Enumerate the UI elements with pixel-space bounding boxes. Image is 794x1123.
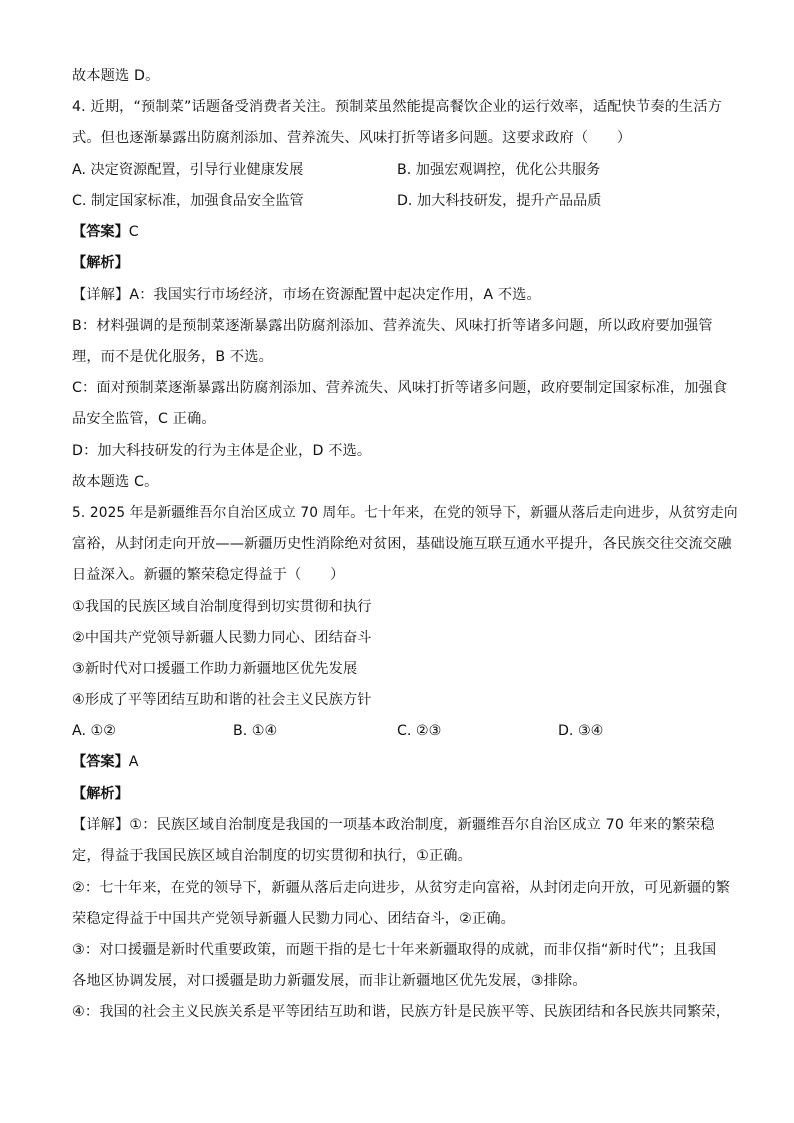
q4-detail-a	[72, 285, 541, 305]
q5-statement-3: ③新时代对口援疆工作助力新疆地区优先发展	[72, 661, 358, 677]
q5-statement-4: ④形成了平等团结互助和谐的社会主义民族方针	[72, 692, 372, 708]
q5-answer-value: A	[128, 754, 139, 770]
q5-detail-4a: ④：我国的社会主义民族关系是平等团结互助和谐，民族方针是民族平等、民族团结和各民族共同繁荣，	[72, 1004, 731, 1020]
q5-detail-2a: ②：七十年来，在党的领导下，新疆从落后走向进步，从贫穷走向富裕，从封闭走向开放，可见新疆的繁	[72, 880, 731, 896]
q4-analysis-heading	[72, 253, 129, 273]
q4-option-c: C. 制定国家标准，加强食品安全监管	[72, 193, 304, 209]
q5-stem-line1: 5. 2025 年是新疆维吾尔自治区成立 70 周年。七十年来，在党的领导下，新疆从落后走向进步，从贫穷走向	[72, 505, 738, 521]
q4-stem-line2: 式。但也逐渐暴露出防腐剂添加、营养流失、风味打折等诸多问题。这要求政府（ ）	[72, 130, 632, 146]
q5-detail-1a: 【详解】①：民族区域自治制度是我国的一项基本政治制度，新疆维吾尔自治区成立 70 年来的繁荣稳	[72, 817, 715, 833]
analysis-tag: 【解析】	[72, 255, 129, 271]
q5-detail-1b: 定，得益于我国民族区域自治制度的切实贯彻和执行，①正确。	[72, 848, 472, 864]
q5-option-c: C. ②③	[397, 723, 442, 739]
q4-detail-c1: C：面对预制菜逐渐暴露出防腐剂添加、营养流失、风味打折等诸多问题，政府要制定国家标准，加强食	[72, 380, 728, 396]
q4-option-b: B. 加强宏观调控，优化公共服务	[397, 162, 601, 178]
q4-detail-b1: B：材料强调的是预制菜逐渐暴露出防腐剂添加、营养流失、风味打折等诸多问题，所以政府要加强管	[72, 318, 713, 334]
q5-detail-3a: ③：对口援疆是新时代重要政策，而题干指的是七十年来新疆取得的成就，而非仅指“新时代”；且我国	[72, 942, 717, 958]
q4-detail-d: D：加大科技研发的行为主体是企业，D 不选。	[72, 443, 372, 459]
q4-answer	[72, 222, 139, 242]
q4-detail-a-text: A：我国实行市场经济，市场在资源配置中起决定作用，A 不选。	[129, 287, 541, 303]
q4-stem-line1: 4. 近期，“预制菜”话题备受消费者关注。预制菜虽然能提高餐饮企业的运行效率，适配快节奏的生活方	[72, 99, 723, 115]
q5-analysis-heading	[72, 784, 129, 804]
analysis-tag: 【解析】	[72, 786, 129, 802]
q5-statement-2: ②中国共产党领导新疆人民勠力同心、团结奋斗	[72, 630, 372, 646]
q5-option-a: A. ①②	[72, 723, 116, 739]
q5-detail-2b: 荣稳定得益于中国共产党领导新疆人民勠力同心、团结奋斗，②正确。	[72, 911, 515, 927]
q4-answer-value: C	[128, 224, 139, 240]
q4-detail-c2: 品安全监管，C 正确。	[72, 411, 216, 427]
q4-conclusion: 故本题选 C。	[72, 474, 159, 490]
q5-option-d: D. ③④	[558, 723, 604, 739]
answer-tag: 【答案】	[72, 754, 129, 770]
previous-conclusion: 故本题选 D。	[72, 68, 160, 84]
q5-detail-3b: 各地区协调发展，对口援疆是助力新疆发展，而非让新疆地区优先发展，③排除。	[72, 973, 587, 989]
q5-stem-line3: 日益深入。新疆的繁荣稳定得益于（ ）	[72, 567, 345, 583]
q5-stem-line2: 富裕，从封闭走向开放——新疆历史性消除绝对贫困，基础设施互联互通水平提升，各民族交往交流交融	[72, 536, 732, 552]
q5-statement-1: ①我国的民族区域自治制度得到切实贯彻和执行	[72, 599, 372, 615]
q5-answer	[72, 752, 138, 772]
q5-option-b: B. ①④	[233, 723, 278, 739]
answer-tag: 【答案】	[72, 224, 129, 240]
q4-option-d: D. 加大科技研发，提升产品品质	[397, 193, 602, 209]
q4-option-a: A. 决定资源配置，引导行业健康发展	[72, 162, 304, 178]
q4-detail-b2: 理，而不是优化服务，B 不选。	[72, 349, 273, 365]
detail-tag: 【详解】	[72, 287, 130, 303]
